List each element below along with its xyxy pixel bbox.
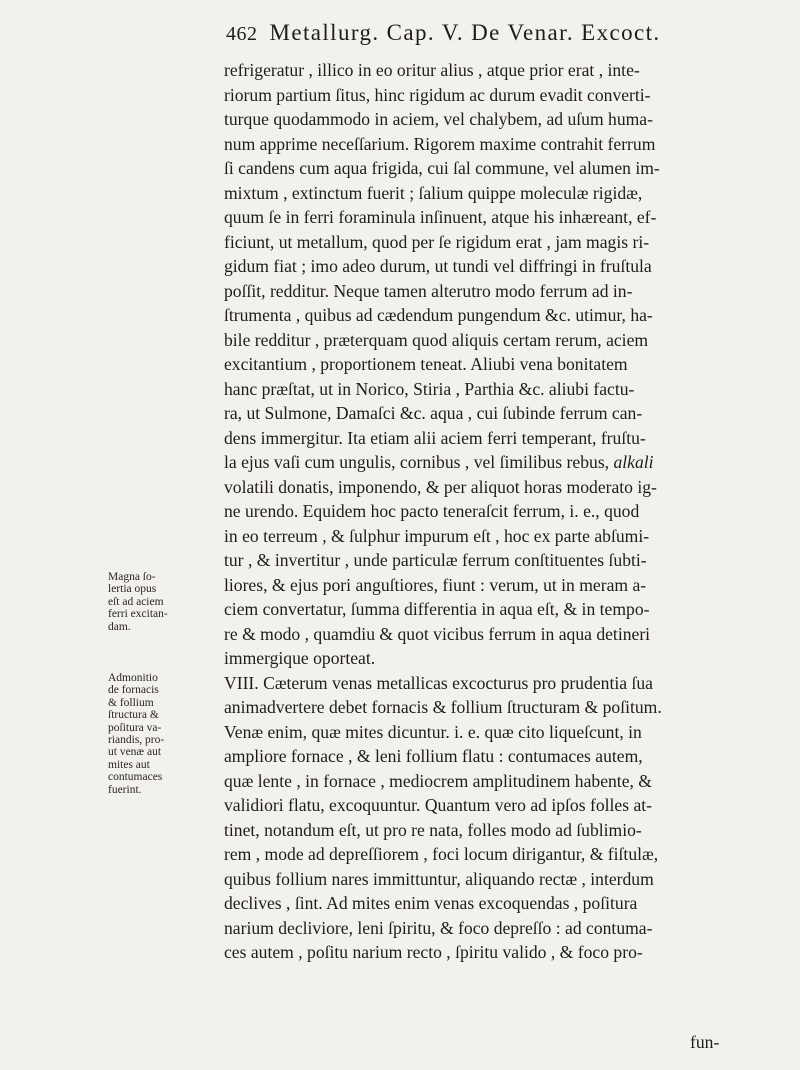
text-line: gidum fiat ; imo adeo durum, ut tundi vel diffringi in fruſtula (224, 256, 652, 276)
margin-note-line: mites aut (108, 758, 150, 771)
margin-note-line: de fornacis (108, 684, 159, 697)
margin-note-line: fuerint. (108, 783, 142, 796)
text-line: ſi candens cum aqua frigida, cui ſal commune, vel alumen im- (224, 158, 660, 178)
text-line: ne urendo. Equidem hoc pacto teneraſcit ferrum, i. e., quod (224, 501, 640, 521)
text-line: liores, & ejus pori anguſtiores, fiunt : verum, ut in meram a- (224, 574, 647, 595)
text-line: narium decliviore, leni ſpiritu, & foco depreſſo : ad contuma- (224, 917, 653, 938)
margin-note-line: Admonitio (108, 672, 158, 684)
margin-note-line: poſitura va- (108, 721, 162, 734)
text-line: rem , mode ad depreſſiorem , foci locum dirigantur, & fiſtulæ, (224, 844, 659, 864)
text-line: volatili donatis, imponendo, & per aliquot horas moderato ig- (224, 476, 657, 497)
margin-note-line: ſtructura & (108, 709, 159, 722)
text-line: poſſit, redditur. Neque tamen alterutro modo ferrum ad in- (224, 280, 633, 301)
text-line: animadvertere debet fornacis & follium ſtructuram & poſitum. (224, 697, 662, 717)
text-line: ſtrumenta , quibus ad cædendum pungendum &c. utimur, ha- (224, 305, 653, 325)
text-line: tur , & invertitur , unde particulæ ferrum conſtituentes ſubti- (224, 550, 647, 570)
margin-note-line: ferri excitan- (108, 608, 168, 621)
text-line: validiori flatu, excoquuntur. Quantum vero ad ipſos folles at- (224, 795, 653, 815)
margin-note-solertia (108, 571, 220, 633)
text-line: ra, ut Sulmone, Damaſci &c. aqua , cui ſubinde ferrum can- (224, 403, 643, 423)
text-line: ampliore fornace , & leni follium flatu : contumaces autem, (224, 746, 643, 766)
text-line: quum ſe in ferri foraminula inſinuent, atque his inhæreant, ef- (224, 207, 657, 227)
italic-term: alkali (613, 452, 654, 472)
text-line: tinet, notandum eſt, ut pro re nata, folles modo ad ſublimio- (224, 819, 642, 840)
page-header (226, 20, 746, 46)
text-line: re & modo , quamdiu & quot vicibus ferrum in aqua detineri (224, 623, 651, 644)
text-line: ciem convertatur, ſumma differentia in aqua eſt, & in tempo- (224, 599, 650, 619)
text-line: num apprime neceſſarium. Rigorem maxime contrahit ferrum (224, 133, 656, 154)
text-line: dens immergitur. Ita etiam alii aciem ferri temperant, fruſtu- (224, 427, 646, 448)
text-line: quæ lente , in fornace , mediocrem amplitudinem habente, & (224, 770, 652, 791)
margin-note-admonitio (108, 672, 220, 796)
text-line: immergique oporteat. (224, 648, 376, 668)
text-line: excitantium , proportionem teneat. Aliubi vena bonitatem (224, 354, 628, 374)
text-line-with-italic (224, 450, 744, 475)
text-line-part: la ejus vaſi cum ungulis, cornibus , vel ſimilibus rebus, (224, 452, 614, 472)
text-line: turque quodammodo in aciem, vel chalybem, ad uſum huma- (224, 109, 653, 129)
margin-note-line: & follium (108, 696, 154, 709)
running-head: Metallurg. Cap. V. De Venar. Excoct. (269, 20, 661, 45)
text-line: VIII. Cæterum venas metallicas excocturus pro prudentia ſua (224, 672, 653, 693)
text-line: in eo terreum , & ſulphur impurum eſt , hoc ex parte abſumi- (224, 525, 650, 546)
main-text-block (224, 58, 744, 965)
margin-note-line: eſt ad aciem (108, 595, 164, 608)
margin-note-line: dam. (108, 620, 131, 633)
text-line: riorum partium ſitus, hinc rigidum ac durum evadit converti- (224, 84, 651, 105)
text-line: Venæ enim, quæ mites dicuntur. i. e. quæ cito liqueſcunt, in (224, 721, 642, 742)
margin-note-line: Magna ſo- (108, 571, 156, 583)
margin-note-line: contumaces (108, 771, 163, 784)
margin-note-line: lertia opus (108, 583, 157, 596)
text-line: refrigeratur , illico in eo oritur alius , atque prior erat , inte- (224, 60, 640, 80)
text-line: declives , ſint. Ad mites enim venas excoquendas , poſitura (224, 893, 638, 913)
catchword: fun- (690, 1032, 720, 1052)
text-line: ficiunt, ut metallum, quod per ſe rigidum erat , jam magis ri- (224, 231, 650, 252)
margin-note-line: riandis, pro- (108, 734, 165, 747)
text-line: bile redditur , præterquam quod aliquis certam rerum, aciem (224, 329, 649, 350)
margin-note-line: ut venæ aut (108, 746, 162, 759)
text-line: quibus follium nares immittuntur, aliquando rectæ , interdum (224, 868, 654, 889)
page-number: 462 (226, 23, 258, 45)
text-line: mixtum , extinctum fuerit ; ſalium quippe moleculæ rigidæ, (224, 182, 643, 203)
text-line: ces autem , poſitu narium recto , ſpiritu valido , & foco pro- (224, 942, 643, 962)
text-line: hanc præſtat, ut in Norico, Stiria , Parthia &c. aliubi factu- (224, 378, 635, 399)
